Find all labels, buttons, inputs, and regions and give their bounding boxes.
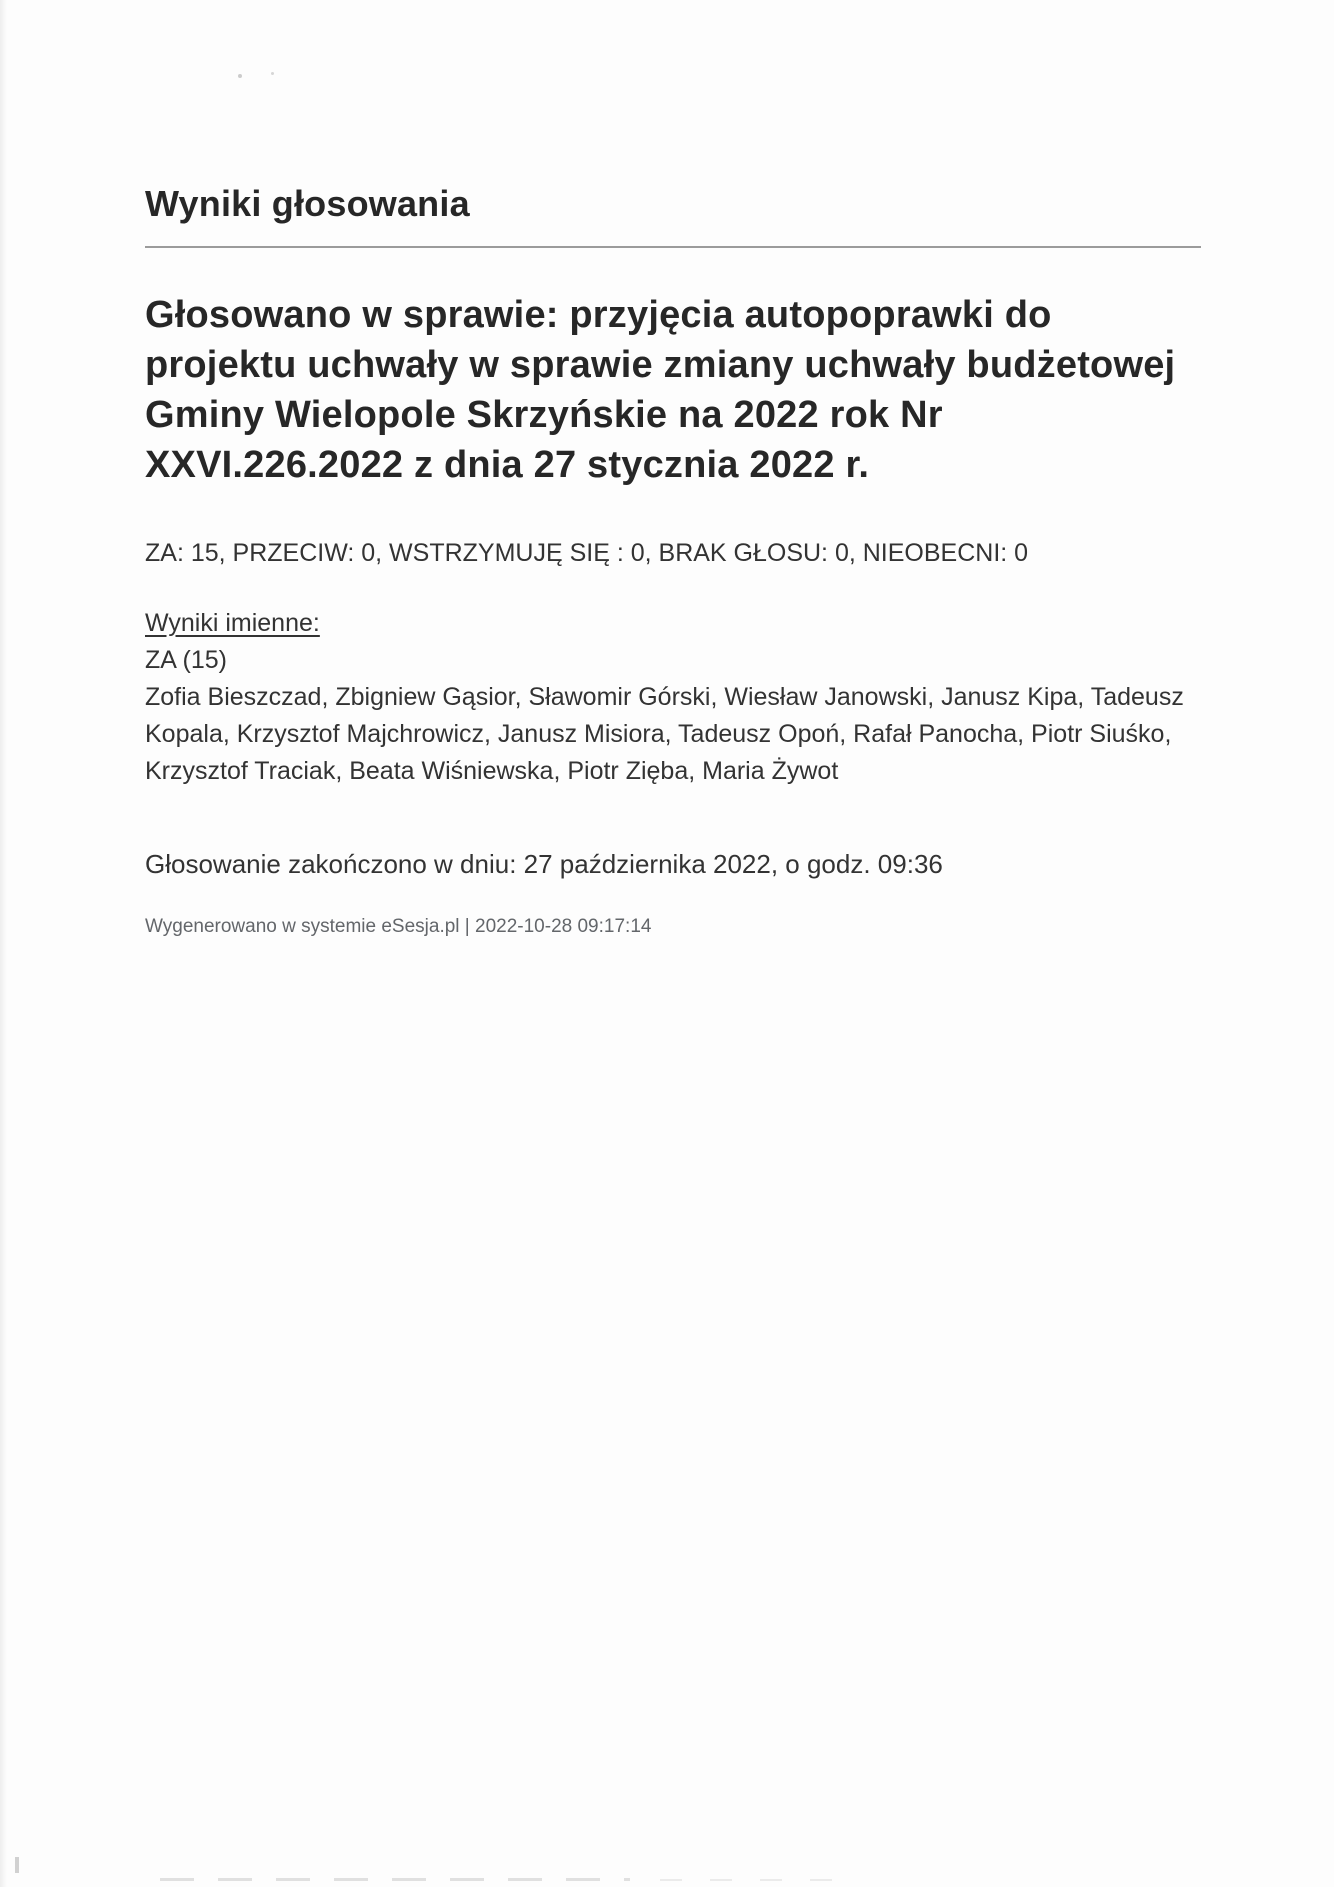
document-content — [145, 0, 1201, 939]
scan-artifact-tick — [15, 1857, 19, 1873]
scan-artifact-smudge — [160, 1878, 630, 1881]
generator-footer: Wygenerowano w systemie eSesja.pl | 2022-10-28 09:17:14 — [145, 916, 652, 937]
scan-artifact-smudge — [660, 1879, 840, 1881]
vote-group-za-names: Zofia Bieszczad, Zbigniew Gąsior, Sławomir Górski, Wiesław Janowski, Janusz Kipa, Tadeusz Kopala, Krzysztof Majchrowicz, Janusz Misiora, Tadeusz Opoń, Rafał Panocha, Piotr Siuśko, Krzysztof Traciak, Beata Wiśniewska, Piotr Zięba, Maria Żywot — [145, 683, 1184, 785]
vote-group-za-label: ZA (15) — [145, 646, 227, 674]
vote-closed-line: Głosowanie zakończono w dniu: 27 października 2022, o godz. 09:36 — [145, 849, 943, 879]
named-results-label: Wyniki imienne: — [145, 609, 320, 637]
page-title: Wyniki głosowania — [145, 183, 470, 224]
vote-summary-line: ZA: 15, PRZECIW: 0, WSTRZYMUJĘ SIĘ : 0, BRAK GŁOSU: 0, NIEOBECNI: 0 — [145, 539, 1029, 567]
scan-edge-shade — [0, 0, 7, 1887]
title-divider — [145, 246, 1201, 248]
vote-subject-heading: Głosowano w sprawie: przyjęcia autopoprawki do projektu uchwały w sprawie zmiany uchwały budżetowej Gminy Wielopole Skrzyńskie na 2022 rok Nr XXVI.226.2022 z dnia 27 stycznia 2022 r. — [145, 294, 1176, 486]
